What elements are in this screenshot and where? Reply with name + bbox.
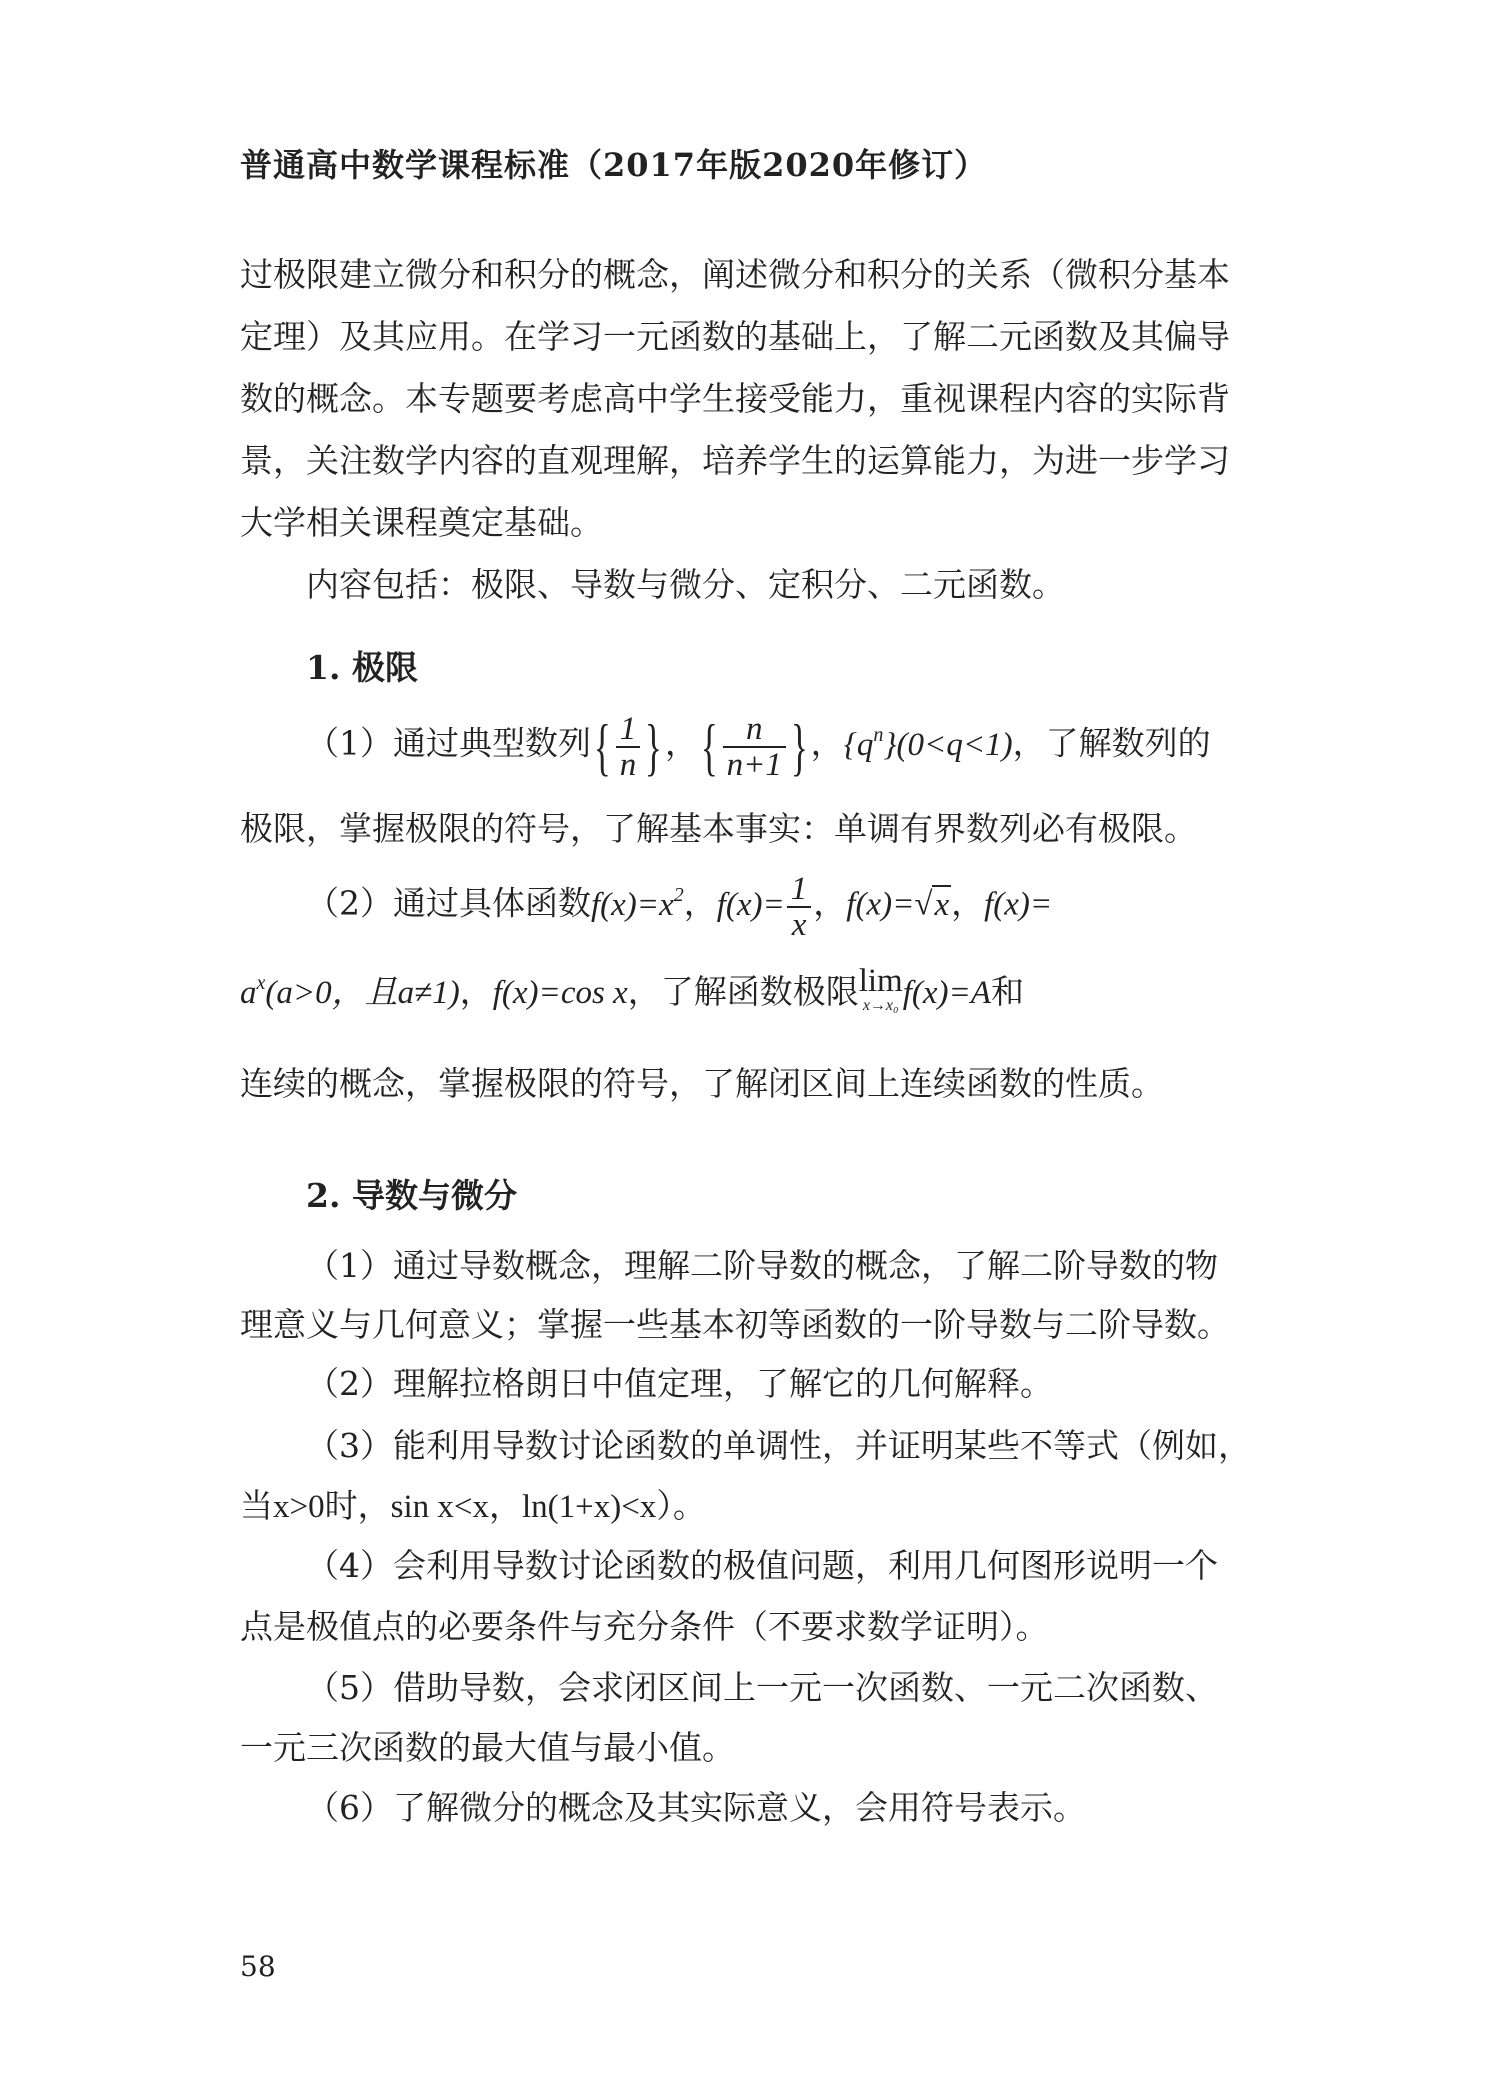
item-2-prefix: （2）通过具体函数 (306, 883, 591, 923)
function-sqrt-x: f(x)=√x (846, 886, 950, 923)
section-2-item-4-line-2: 点是极值点的必要条件与充分条件（不要求数学证明）。 (240, 1607, 1049, 1646)
frac-numerator: 1 (619, 711, 637, 747)
section-1-item-1-line-2: 极限，掌握极限的符号，了解基本事实：单调有界数列必有极限。 (240, 809, 1197, 848)
function-x-squared: $f(x)=x^2$ (591, 883, 684, 923)
item-1-suffix: ，了解数列的 (1012, 723, 1211, 763)
section-2-heading: 2. 导数与微分 (306, 1176, 517, 1215)
frac-numerator: n (746, 711, 763, 747)
section-2-item-5-line-2: 一元三次函数的最大值与最小值。 (240, 1728, 735, 1767)
limit-expression: f(x)=A (902, 975, 991, 1011)
section-2-item-1-line-2: 理意义与几何意义；掌握一些基本初等函数的一阶导数与二阶导数。 (240, 1305, 1230, 1344)
function-one-over-x: f(x)= $\frac{1}{x}$ (717, 887, 814, 923)
sequence-n-over-n-plus-1: { $\frac{n}{n+1}$ } (700, 711, 808, 783)
section-2-item-6: （6）了解微分的概念及其实际意义，会用符号表示。 (306, 1788, 1086, 1827)
section-2-item-3-line-2: 当x>0时，sin x<x，ln(1+x)<x）。 (240, 1489, 706, 1525)
section-1-item-2-line-3: 连续的概念，掌握极限的符号，了解闭区间上连续函数的性质。 (240, 1064, 1164, 1103)
page-number: 58 (240, 1950, 276, 1983)
separator: ， (683, 883, 717, 923)
frac-denominator: n+1 (723, 746, 786, 782)
section-1-heading: 1. 极限 (306, 648, 418, 687)
separator: ， (951, 883, 985, 923)
section-2-item-3-line-1: （3）能利用导数讨论函数的单调性，并证明某些不等式（例如， (306, 1426, 1251, 1465)
separator: ， (813, 883, 847, 923)
separator: ， (664, 723, 698, 763)
function-lhs: f(x)= (984, 886, 1053, 923)
section-2-item-1-line-1: （1）通过导数概念，理解二阶导数的概念，了解二阶导数的物 (306, 1246, 1218, 1285)
section-1-item-2-line-2 (240, 963, 1260, 1016)
section-1-item-1-line-1 (306, 712, 1260, 782)
sqrt-sign: √ (914, 886, 933, 923)
frac-denominator: n (616, 746, 641, 782)
section-2-item-4-line-1: （4）会利用导数讨论函数的极值问题，利用几何图形说明一个 (306, 1546, 1218, 1585)
section-2-item-5-line-1: （5）借助导数，会求闭区间上一元一次函数、一元二次函数、 (306, 1668, 1218, 1707)
function-cos-x: f(x)=cos x (492, 975, 628, 1011)
separator: ， (459, 972, 493, 1011)
section-2-item-2: （2）理解拉格朗日中值定理，了解它的几何解释。 (306, 1364, 1053, 1403)
function-a-power-x: $a^x(a>0$，且a≠1) (240, 972, 460, 1011)
frac-denominator: x (787, 906, 812, 942)
sequence-q-power-n: $\{q^n\}(0<q<1)$ (843, 723, 1013, 763)
sqrt-radicand: x (934, 886, 950, 923)
section-1-item-2-line-1 (306, 872, 1260, 942)
intro-paragraph: 过极限建立微分和积分的概念，阐述微分和积分的关系（微积分基本定理）及其应用。在学习一元函数的基础上，了解二元函数及其偏导数的概念。本专题要考虑高中学生接受能力，重视课程内容的实际背景，关注数学内容的直观理解，培养学生的运算能力，为进一步学习大学相关课程奠定基础。 (240, 255, 1230, 542)
item-1-prefix: （1）通过典型数列 (306, 723, 591, 763)
running-header: 普通高中数学课程标准（2017年版2020年修订） (240, 146, 988, 184)
sequence-1-over-n: { $\frac{1}{n}$ } (593, 711, 663, 783)
contents-line: 内容包括：极限、导数与微分、定积分、二元函数。 (306, 565, 1065, 604)
limit-operator: lim x→x₀ (858, 963, 903, 1014)
frac-numerator: 1 (790, 871, 808, 907)
item-2-line-2-end: 和 (990, 972, 1024, 1011)
intro-block (240, 244, 1260, 616)
item-2-middle-text: ，了解函数极限 (627, 972, 859, 1011)
separator: ， (810, 723, 844, 763)
